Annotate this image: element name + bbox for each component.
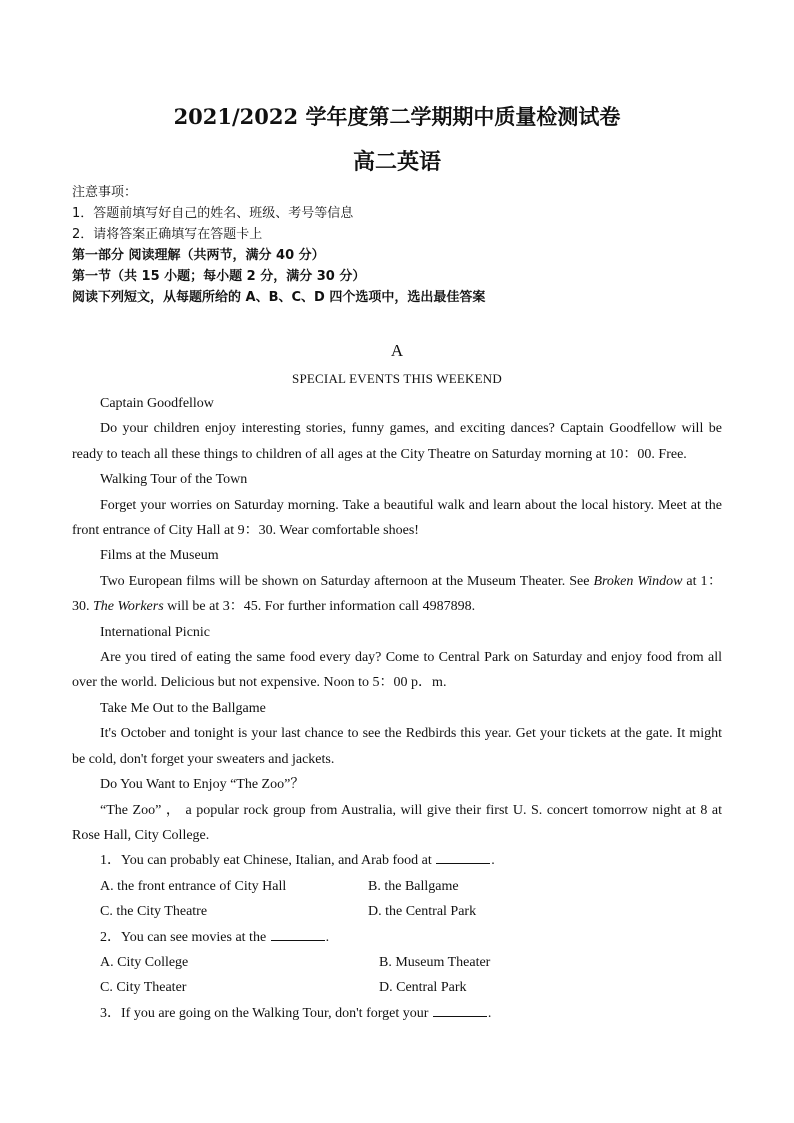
option-c: C. City Theater xyxy=(100,980,187,996)
option-row xyxy=(72,899,722,924)
event-heading: Captain Goodfellow xyxy=(100,396,214,411)
event-text: Forget your worries on Saturday morning. Take a beautiful walk and learn about the local history. Meet at the front entrance of City Hall at 9：30. Wear comfortable shoes! xyxy=(72,497,722,539)
section-heading: 第一节（共 15 小题；每小题 2 分，满分 30 分） xyxy=(72,269,366,284)
option-row xyxy=(72,874,722,899)
exam-title: 2021/2022 学年度第二学期期中质量检测试卷 xyxy=(173,104,621,129)
event-text: It's October and tonight is your last chance to see the Redbirds this year. Get your tickets at the gate. It might be cold, don't forget your sweaters and jackets. xyxy=(72,726,722,767)
question-stem: 3．If you are going on the Walking Tour, don't forget your . xyxy=(72,1001,722,1026)
event-heading: Take Me Out to the Ballgame xyxy=(100,700,266,716)
option-a: A. the front entrance of City Hall xyxy=(100,878,287,894)
notes-item: 1．答题前填写好自己的姓名、班级、考号等信息 xyxy=(72,206,354,221)
event-text: Are you tired of eating the same food every day? Come to Central Park on Saturday and enjoy food from all over the world. Delicious but not expensive. Noon to 5：00 p．m. xyxy=(72,650,722,691)
passage-body xyxy=(72,391,722,1026)
event-heading: Films at the Museum xyxy=(100,548,219,564)
event-text: Two European films will be shown on Saturday afternoon at the Museum Theater. See Broken Window at 1：30. The Workers will be at 3：45. For further information call 4987898. xyxy=(72,573,722,615)
option-a: A. City College xyxy=(100,954,189,970)
question-stem: 2．You can see movies at the . xyxy=(72,925,722,950)
event-text: Do your children enjoy interesting stories, funny games, and exciting dances? Captain Goodfellow will be ready to teach all these things to children of all ages at the City Theatre on Saturday morning at 10：00. Free. xyxy=(72,421,722,462)
film-title: Broken Window xyxy=(593,573,683,589)
event-text: “The Zoo” ， a popular rock group from Australia, will give their first U. S. concert tomorrow night at 8 at Rose Hall, City College. xyxy=(72,802,722,843)
option-d: D. Central Park xyxy=(379,980,467,996)
film-title: The Workers xyxy=(93,599,164,615)
notes-item: 2．请将答案正确填写在答题卡上 xyxy=(72,227,263,242)
notes-heading: 注意事项： xyxy=(72,185,138,200)
passage-letter: A xyxy=(390,341,404,360)
option-row xyxy=(72,975,722,1000)
part-heading: 第一部分 阅读理解（共两节，满分 40 分） xyxy=(72,248,325,263)
option-b: B. Museum Theater xyxy=(379,954,491,970)
option-d: D. the Central Park xyxy=(368,904,477,920)
answer-blank xyxy=(271,926,325,941)
reading-instruction: 阅读下列短文，从每题所给的 A、B、C、D 四个选项中，选出最佳答案 xyxy=(72,290,486,305)
exam-notes xyxy=(72,182,485,308)
answer-blank xyxy=(433,1002,487,1017)
answer-blank xyxy=(436,849,490,864)
passage-title: SPECIAL EVENTS THIS WEEKEND xyxy=(292,371,502,386)
option-b: B. the Ballgame xyxy=(368,878,459,894)
event-heading: Do You Want to Enjoy “The Zoo”？ xyxy=(100,777,305,793)
event-heading: Walking Tour of the Town xyxy=(100,472,248,488)
exam-subject: 高二英语 xyxy=(352,149,441,175)
option-c: C. the City Theatre xyxy=(100,904,208,920)
event-heading: International Picnic xyxy=(100,624,211,640)
option-row xyxy=(72,950,722,975)
question-stem: 1．You can probably eat Chinese, Italian, and Arab food at . xyxy=(72,848,722,873)
